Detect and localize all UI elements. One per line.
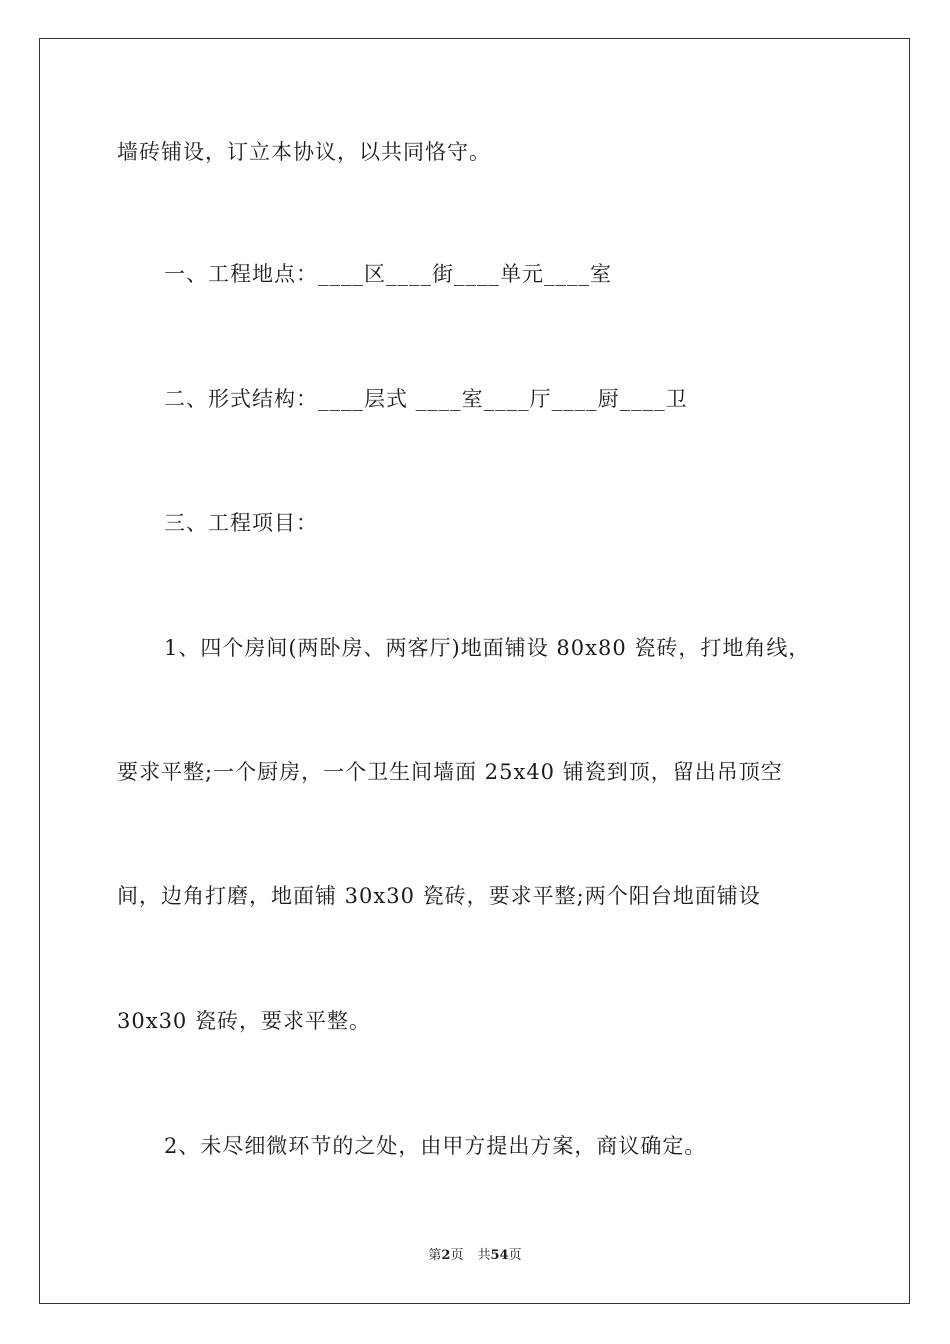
section-3-heading: 三、工程项目： <box>164 511 318 535</box>
item-2-line-1: 2、未尽细微环节的之处，由甲方提出方案，商议确定。 <box>164 1134 707 1158</box>
section-2-structure: 二、形式结构：____层式 ____室____厅____厨____卫 <box>164 387 688 411</box>
footer-page-prefix: 第 <box>428 1248 442 1263</box>
footer-total-prefix: 共 <box>477 1248 491 1263</box>
paragraph-line-1: 墙砖铺设，订立本协议，以共同恪守。 <box>117 140 491 164</box>
footer-page-number: 2 <box>441 1248 451 1263</box>
item-1-line-1: 1、四个房间(两卧房、两客厅)地面铺设 80x80 瓷砖，打地角线， <box>164 636 811 660</box>
page-border <box>39 38 910 1304</box>
item-1-line-2: 要求平整;一个厨房，一个卫生间墙面 25x40 铺瓷到顶，留出吊顶空 <box>117 760 783 784</box>
footer-total-pages: 54 <box>490 1248 509 1263</box>
footer-page-suffix: 页 <box>450 1248 464 1263</box>
page-footer <box>0 1246 950 1266</box>
item-1-line-4: 30x30 瓷砖，要求平整。 <box>117 1009 371 1033</box>
section-1-location: 一、工程地点：____区____街____单元____室 <box>164 262 612 286</box>
item-1-line-3: 间，边角打磨，地面铺 30x30 瓷砖，要求平整;两个阳台地面铺设 <box>117 884 761 908</box>
footer-total-suffix: 页 <box>508 1248 522 1263</box>
